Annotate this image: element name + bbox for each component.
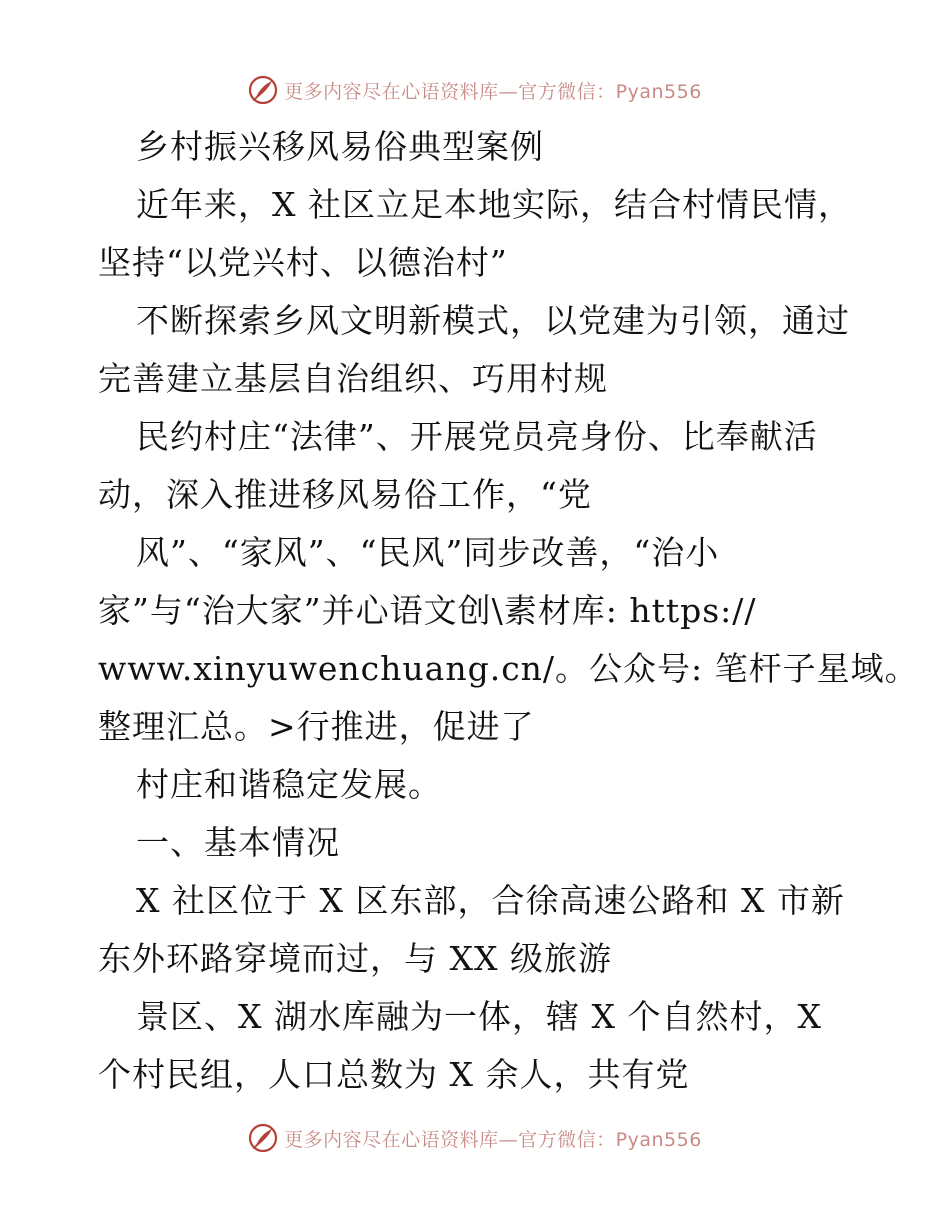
paragraph-line: www.xinyuwenchuang.cn/。公众号: 笔杆子星域。 <box>98 649 919 688</box>
document-body <box>98 118 919 1104</box>
paragraph-line: 个村民组，人口总数为 X 余人，共有党 <box>98 1055 690 1094</box>
document-title: 乡村振兴移风易俗典型案例 <box>136 127 544 166</box>
header-banner-text: 更多内容尽在心语资料库—官方微信：Pyan556 <box>284 80 702 103</box>
header-banner <box>0 70 950 110</box>
footer-wechat-id: Pyan556 <box>615 1128 702 1151</box>
header-wechat-id: Pyan556 <box>615 80 702 103</box>
paragraph-line: 东外环路穿境而过，与 XX 级旅游 <box>98 939 612 978</box>
paragraph-line: 动，深入推进移风易俗工作，“党 <box>98 475 592 514</box>
paragraph-line: 完善建立基层自治组织、巧用村规 <box>98 359 608 398</box>
footer-banner <box>0 1118 950 1158</box>
paragraph-line: 民约村庄“法律”、开展党员亮身份、比奉献活 <box>136 417 818 456</box>
paragraph-line: 村庄和谐稳定发展。 <box>136 765 442 804</box>
paragraph-line: X 社区位于 X 区东部，合徐高速公路和 X 市新 <box>136 881 845 920</box>
footer-banner-text: 更多内容尽在心语资料库—官方微信：Pyan556 <box>284 1128 702 1151</box>
paragraph-line: 坚持“以党兴村、以德治村” <box>98 243 508 282</box>
paragraph-line: 不断探索乡风文明新模式，以党建为引领，通过 <box>136 301 850 340</box>
feather-pen-logo-icon <box>248 1123 278 1153</box>
paragraph-line: 整理汇总。>行推进，促进了 <box>98 707 535 746</box>
paragraph-line: 近年来，X 社区立足本地实际，结合村情民情， <box>136 185 852 224</box>
paragraph-line: 家”与“治大家”并心语文创\素材库: https:// <box>98 591 757 630</box>
section-heading: 一、基本情况 <box>136 823 340 862</box>
paragraph-line: 景区、X 湖水库融为一体，辖 X 个自然村，X <box>136 997 822 1036</box>
feather-pen-logo-icon <box>248 75 278 105</box>
paragraph-line: 风”、“家风”、“民风”同步改善，“治小 <box>136 533 720 572</box>
